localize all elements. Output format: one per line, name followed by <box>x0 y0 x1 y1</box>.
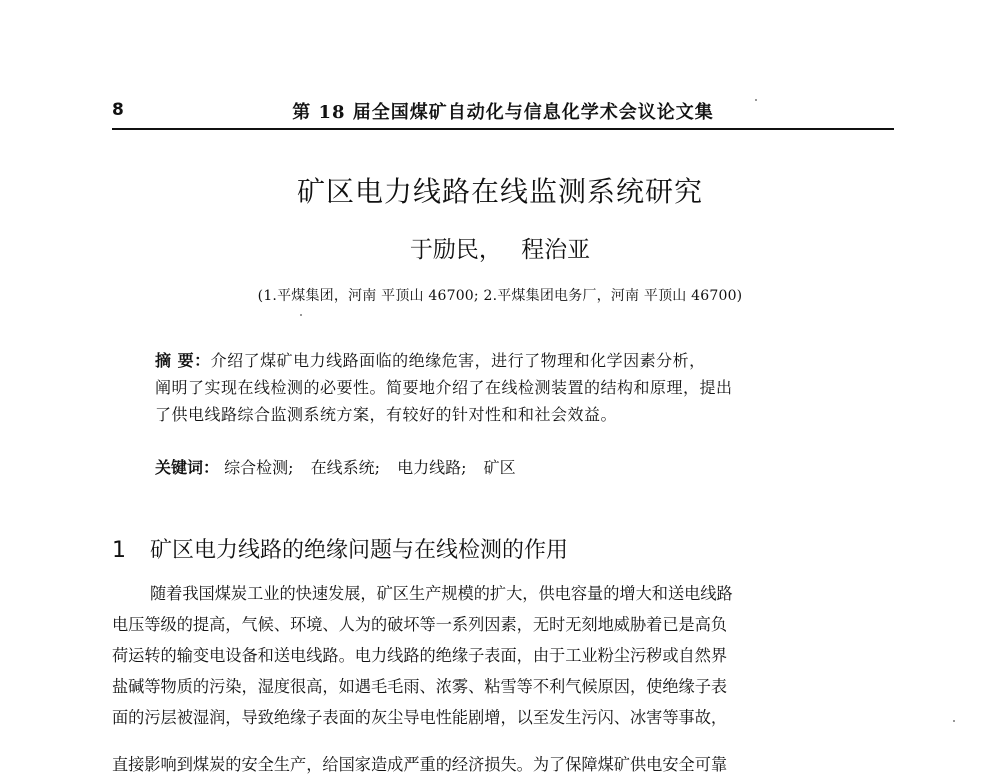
abstract-text: 介绍了煤矿电力线路面临的绝缘危害，进行了物理和化学因素分析， <box>210 351 706 370</box>
affiliations: (1.平煤集团，河南 平顶山 46700; 2.平煤集团电务厂，河南 平顶山 46700) <box>257 288 743 304</box>
keyword-item: 综合检测; <box>224 458 294 477</box>
section-heading <box>112 533 568 564</box>
authors: 于励民， 程治亚 <box>409 237 591 263</box>
keyword-item: 在线系统; <box>310 458 381 477</box>
body-line: 面的污层被湿润，导致绝缘子表面的灰尘导电性能剧增，以至发生污闪、冰害等事故， <box>112 708 728 727</box>
abstract-line: 了供电线路综合监测系统方案，有较好的针对性和和社会效益。 <box>155 405 618 424</box>
journal-title: 第 18 届全国煤矿自动化与信息化学术会议论文集 <box>292 102 714 123</box>
body-line: 盐碱等物质的污染，湿度很高，如遇毛毛雨、浓雾、粘雪等不利气候原因，使绝缘子表 <box>112 677 728 696</box>
body-paragraph <box>112 578 894 733</box>
abstract <box>155 347 875 428</box>
page-number: 8 <box>112 100 124 120</box>
body-line: 随着我国煤炭工业的快速发展，矿区生产规模的扩大，供电容量的增大和送电线路 <box>150 584 733 603</box>
section-number: 1 <box>112 538 126 563</box>
section-title: 矿区电力线路的绝缘问题与在线检测的作用 <box>150 538 569 563</box>
scan-speck <box>953 720 955 722</box>
body-line: 荷运转的输变电设备和送电线路。电力线路的绝缘子表面，由于工业粉尘污秽或自然界 <box>112 646 728 665</box>
abstract-line: 阐明了实现在线检测的必要性。简要地介绍了在线检测装置的结构和原理，提出 <box>155 378 733 397</box>
keywords <box>155 455 528 478</box>
scan-speck <box>755 99 757 101</box>
abstract-line <box>155 347 875 374</box>
scan-speck <box>300 314 302 316</box>
keyword-item: 矿区 <box>483 458 516 477</box>
keyword-item: 电力线路; <box>397 458 467 477</box>
keywords-label: 关键词： <box>155 458 220 477</box>
running-head <box>112 96 894 130</box>
paper-title: 矿区电力线路在线监测系统研究 <box>296 175 703 208</box>
abstract-label: 摘 要： <box>155 351 211 370</box>
body-line: 电压等级的提高，气候、环境、人为的破坏等一系列因素，无时无刻地威胁着已是高负 <box>112 615 728 634</box>
body-line-cut-off: 直接影响到煤炭的安全生产，给国家造成严重的经济损失。为了保障煤矿供电安全可靠 <box>112 755 728 774</box>
